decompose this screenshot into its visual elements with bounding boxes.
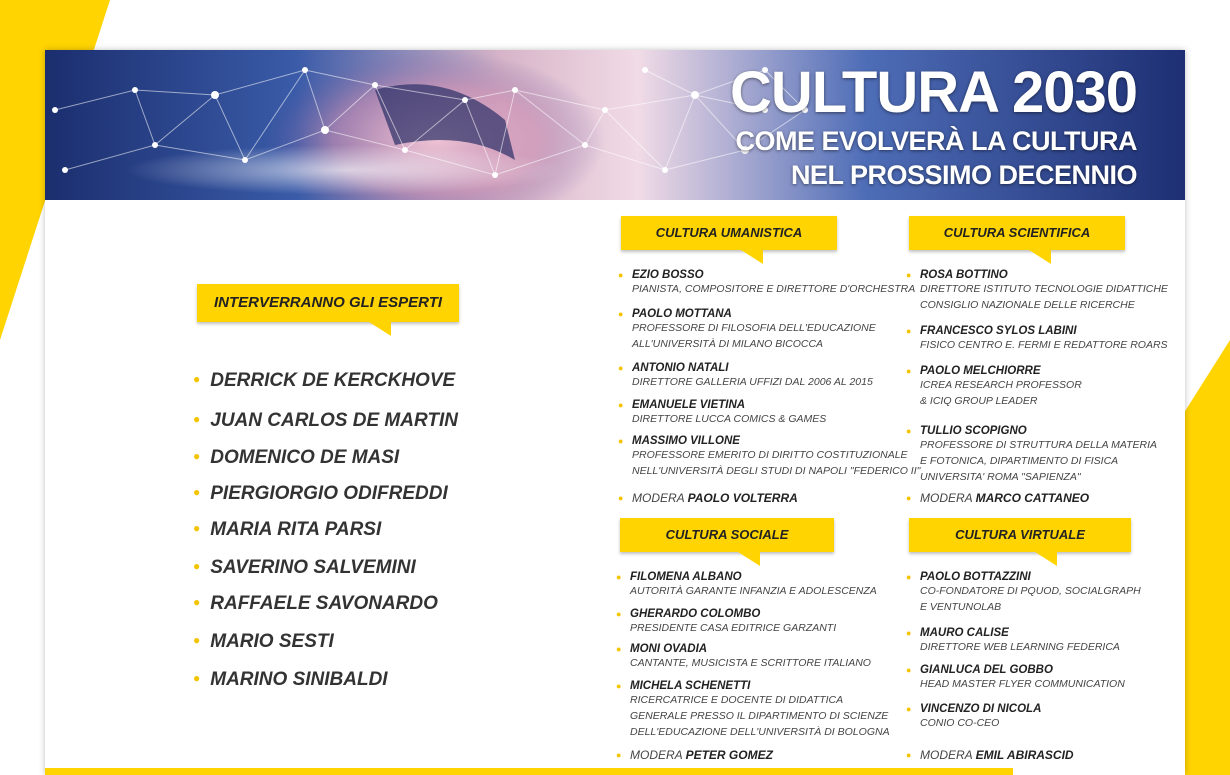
bullet-icon: ●: [193, 671, 201, 685]
expert-item: ● DOMENICO DE MASI: [193, 447, 400, 468]
section-heading-scientifica: CULTURA SCIENTIFICA: [909, 216, 1125, 250]
speaker-entry: ● GHERARDO COLOMBO PRESIDENTE CASA EDITRICE GARZANTI: [616, 608, 837, 634]
speaker-entry: ● EZIO BOSSO PIANISTA, COMPOSITORE E DIRETTORE D'ORCHESTRA: [618, 269, 916, 295]
speaker-entry: ● FRANCESCO SYLOS LABINI FISICO CENTRO E. FERMI E REDATTORE ROARS: [906, 325, 1168, 351]
moderator-line: ● MODERA EMIL ABIRASCID: [906, 748, 1074, 762]
bullet-icon: ●: [906, 326, 912, 336]
section-heading-virtuale: CULTURA VIRTUALE: [909, 518, 1131, 552]
expert-item: ● MARINO SINIBALDI: [193, 669, 388, 690]
moderator-line: ● MODERA PAOLO VOLTERRA: [618, 491, 798, 505]
bullet-icon: ●: [193, 449, 201, 463]
expert-item: ● MARIA RITA PARSI: [193, 519, 382, 540]
bullet-icon: ●: [193, 372, 201, 386]
bullet-icon: ●: [616, 644, 622, 654]
bullet-icon: ●: [906, 665, 912, 675]
speaker-entry: ● PAOLO MOTTANA PROFESSORE DI FILOSOFIA DELL'EDUCAZIONE ALL'UNIVERSITÀ DI MILANO BICOCCA: [618, 308, 876, 350]
speaker-entry: ● ANTONIO NATALI DIRETTORE GALLERIA UFFIZI DAL 2006 AL 2015: [618, 362, 873, 388]
bullet-icon: ●: [616, 750, 622, 760]
bullet-icon: ●: [616, 681, 622, 691]
bullet-icon: ●: [618, 400, 624, 410]
bullet-icon: ●: [618, 436, 624, 446]
bullet-icon: ●: [193, 521, 201, 535]
bullet-icon: ●: [906, 704, 912, 714]
header-banner: [45, 50, 1185, 200]
bullet-icon: ●: [618, 363, 624, 373]
bullet-icon: ●: [618, 270, 624, 280]
speaker-entry: ● PAOLO BOTTAZZINI CO-FONDATORE DI PQUOD, SOCIALGRAPH E VENTUNOLAB: [906, 571, 1141, 613]
expert-item: ● DERRICK DE KERCKHOVE: [193, 370, 456, 391]
speaker-entry: ● ROSA BOTTINO DIRETTORE ISTITUTO TECNOLOGIE DIDATTICHE CONSIGLIO NAZIONALE DELLE RICERCHE: [906, 269, 1168, 311]
poster: [45, 50, 1185, 775]
subtitle-line-1: COME EVOLVERÀ LA CULTURA: [735, 126, 1137, 156]
experts-heading: INTERVERRANNO GLI ESPERTI: [197, 284, 459, 322]
bullet-icon: ●: [906, 572, 912, 582]
bullet-icon: ●: [906, 366, 912, 376]
subtitle-line-2: NEL PROSSIMO DECENNIO: [790, 160, 1137, 190]
speaker-entry: ● MONI OVADIA CANTANTE, MUSICISTA E SCRITTORE ITALIANO: [616, 643, 871, 669]
bullet-icon: ●: [616, 609, 622, 619]
section-heading-sociale: CULTURA SOCIALE: [620, 518, 834, 552]
moderator-line: ● MODERA MARCO CATTANEO: [906, 491, 1090, 505]
bullet-icon: ●: [618, 493, 624, 503]
speaker-entry: ● VINCENZO DI NICOLA CONIO CO-CEO: [906, 703, 1042, 729]
expert-item: ● RAFFAELE SAVONARDO: [193, 593, 438, 614]
speaker-entry: ● PAOLO MELCHIORRE ICREA RESEARCH PROFESSOR & ICIQ GROUP LEADER: [906, 365, 1082, 407]
bullet-icon: ●: [193, 633, 201, 647]
bullet-icon: ●: [616, 572, 622, 582]
speaker-entry: ● TULLIO SCOPIGNO PROFESSORE DI STRUTTURA DELLA MATERIA E FOTONICA, DIPARTIMENTO DI FISICA UNIVERSITA' ROMA "SAPIENZA": [906, 425, 1158, 483]
bullet-icon: ●: [906, 750, 912, 760]
expert-item: ● JUAN CARLOS DE MARTIN: [193, 410, 458, 431]
page-title: CULTURA 2030: [730, 60, 1137, 125]
bottom-accent-bar: [45, 768, 1013, 775]
bullet-icon: ●: [193, 485, 201, 499]
speaker-entry: ● GIANLUCA DEL GOBBO HEAD MASTER FLYER COMMUNICATION: [906, 664, 1125, 690]
bullet-icon: ●: [618, 309, 624, 319]
speaker-entry: ● MASSIMO VILLONE PROFESSORE EMERITO DI DIRITTO COSTITUZIONALE NELL'UNIVERSITÀ DEGLI STUDI DI NAPOLI "FEDERICO II": [618, 435, 921, 477]
bullet-icon: ●: [906, 628, 912, 638]
expert-item: ● SAVERINO SALVEMINI: [193, 557, 416, 578]
speaker-entry: ● FILOMENA ALBANO AUTORITÀ GARANTE INFANZIA E ADOLESCENZA: [616, 571, 877, 597]
bullet-icon: ●: [906, 270, 912, 280]
expert-item: ● PIERGIORGIO ODIFREDDI: [193, 483, 448, 504]
bullet-icon: ●: [193, 595, 201, 609]
banner-title-block: [730, 62, 1137, 192]
bullet-icon: ●: [193, 559, 201, 573]
speaker-entry: ● MAURO CALISE DIRETTORE WEB LEARNING FEDERICA: [906, 627, 1120, 653]
expert-item: ● MARIO SESTI: [193, 631, 334, 652]
bullet-icon: ●: [906, 426, 912, 436]
section-heading-umanistica: CULTURA UMANISTICA: [621, 216, 837, 250]
speaker-entry: ● MICHELA SCHENETTI RICERCATRICE E DOCENTE DI DIDATTICA GENERALE PRESSO IL DIPARTIMENTO DI SCIENZE DELL'EDUCAZIONE DELL'UNIVERSITÀ DI BOLOGNA: [616, 680, 890, 738]
bullet-icon: ●: [906, 493, 912, 503]
speaker-entry: ● EMANUELE VIETINA DIRETTORE LUCCA COMICS & GAMES: [618, 399, 827, 425]
moderator-line: ● MODERA PETER GOMEZ: [616, 748, 773, 762]
bullet-icon: ●: [193, 412, 201, 426]
